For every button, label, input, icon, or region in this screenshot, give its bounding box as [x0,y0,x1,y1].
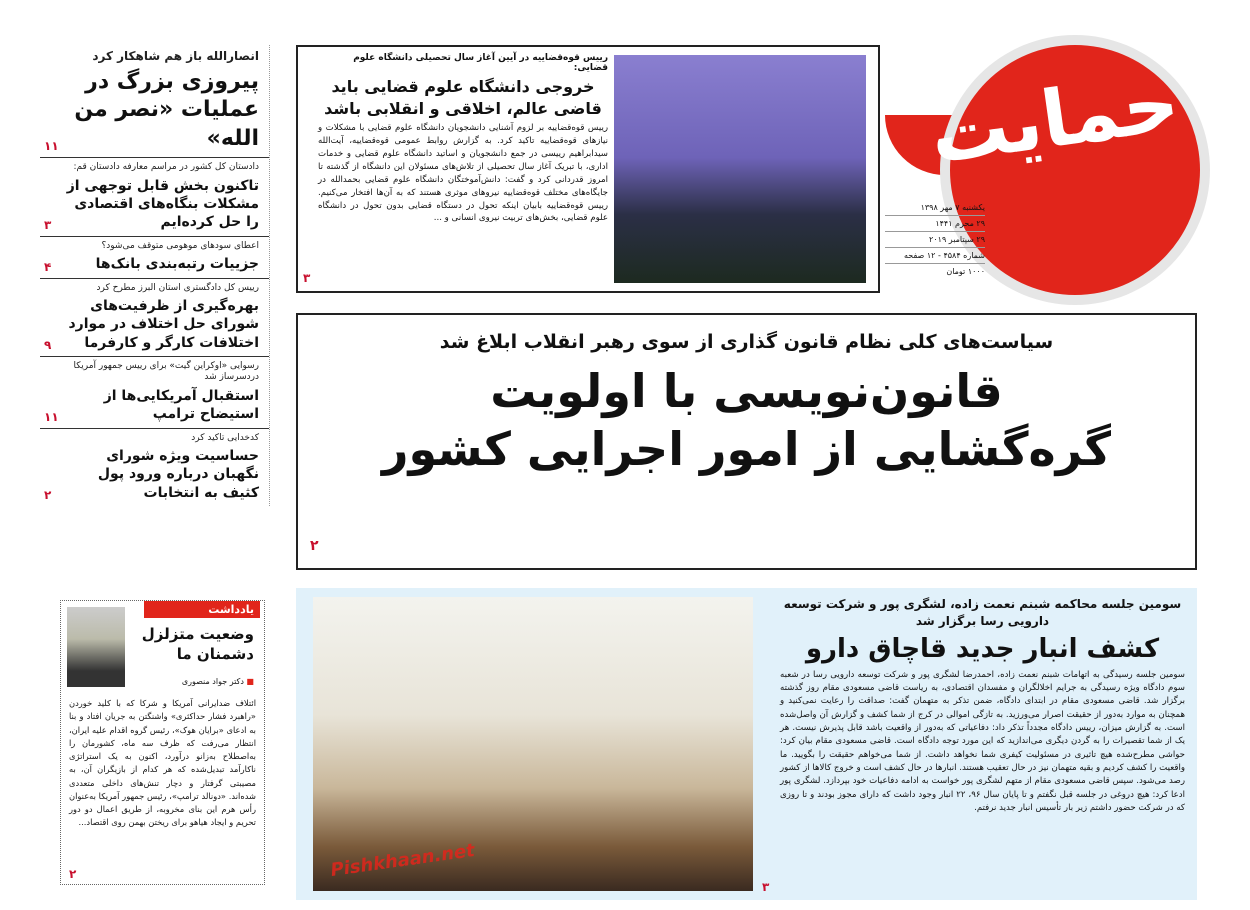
watermark: Pishkhaan.net [329,839,477,882]
bottom-body: سومین جلسه رسیدگی به اتهامات شبنم نعمت زاده، احمدرضا لشگری پور و شرکت توسعه دارویی رسا در شعبه سوم دادگاه ویژه رسیدگی به جرایم اخلالگران و مفسدان اقتصادی، به ریاست قاضی مسعودی مقام روز گذشته برگزار شد. قاضی مسعودی مقام در ابتدای دادگاه، ضمن تذکر به متهمان گفت: صداقت را رعایت نمی‌کنید و همچنان به موارد به‌دور از حقیقت اصرار می‌ورزید. به تازگی اموالی در کرج از شما کشف و گزارش آن واصل‌شده است. به گزارش میزان، رییس دادگاه مجدداً تذکر داد: دفاعیاتی که به‌دور از واقعیت باشد قابل پذیرش نیست. هر یک از شما تقصیرات را به گردن دیگری می‌اندازید که این مورد توجه دادگاه است. قاضی مسعودی مقام بیان کرد: حواشی مطرح‌شده هیچ تاثیری در مسئولیت کیفری شما نخواهد داشت. از شما می‌خواهم حقیقت را بگویید. ما واقعیت را کشف کردیم و بقیه متهمان نیز در حال تعقیب هستند. انبارها در حال کشف است و خروج کالاها از کشور رصد می‌شود. سپس قاضی مسعودی مقام از متهم لشگری پور خواست به ادامه دفاعیات خود بپردازد. لشگری پور ادعا کرد: هیچ دروغی در جلسه قبل نگفتم و تا پایان سال ۹۶، ۲۲ انبار وجود داشت که دارای مجوز بودند و تا روزی که در شرکت حضور داشتم زیر بار تأسیس انبار جدید نرفتم. [780,669,1185,813]
bullet-icon: ■ [243,677,254,686]
main-story[interactable] [296,313,1197,570]
page-ref: ۳ [762,880,770,894]
sidebar-item[interactable]: دادستان کل کشور در مراسم معارفه دادستان قم: تاکنون بخش قابل توجهی از مشکلات بنگاه‌های اقتصادی را حل کرده‌ایم ۳ [40,158,269,236]
top-story[interactable] [296,45,880,293]
page-ref: ۲ [310,538,319,554]
sidebar-item[interactable]: رسوایی «اوکراین گیت» برای رییس جمهور آمریکا دردسرساز شد استقبال آمریکایی‌ها از استیضاح ترامپ ۱۱ [40,357,269,429]
author-photo [67,607,125,687]
bottom-kicker: سومین جلسه محاکمه شبنم نعمت زاده، لشگری پور و شرکت توسعه دارویی رسا برگزار شد [783,597,1182,628]
sidebar-item[interactable]: رییس کل دادگستری استان البرز مطرح کرد بهره‌گیری از ظرفیت‌های شورای حل اختلاف در موارد اختلافات کارگر و کارفرما ۹ [40,279,269,357]
page-ref: ۳ [303,271,311,285]
sidebar-item[interactable]: انصارالله باز هم شاهکار کرد پیروزی بزرگ در عملیات «نصر من الله» ۱۱ [40,45,269,158]
sidebar [40,45,270,506]
logo-text: حمایت [925,58,1186,182]
bottom-headline: کشف انبار جدید قاچاق دارو [805,633,1160,664]
page-ref: ۲ [69,867,77,881]
sidebar-item[interactable]: کدخدایی تاکید کرد حساسیت ویژه شورای نگهبان درباره ورود پول کثیف به انتخابات ۲ [44,432,259,502]
note-label: یادداشت [144,601,260,618]
top-story-headline: خروجی دانشگاه علوم قضایی باید قاضی عالم، اخلاقی و انقلابی باشد [324,77,602,118]
note-headline: وضعیت متزلزل دشمنان ما [141,625,254,663]
main-headline-line1: قانون‌نویسی با اولویت [490,364,1003,418]
top-story-photo [614,55,866,283]
note-author: ■ دکتر جواد منصوری [181,677,254,686]
top-story-kicker: رییس قوه‌قضاییه در آیین آغاز سال تحصیلی دانشگاه علوم قضایی: [353,53,608,73]
editorial-note[interactable] [60,600,265,885]
main-kicker: سیاست‌های کلی نظام قانون گذاری از سوی رهبر انقلاب ابلاغ شد [439,331,1054,353]
top-story-body: رییس قوه‌قضاییه بر لزوم آشنایی دانشجویان دانشگاه علوم قضایی با مشکلات و نیازهای قوه‌قضاییه تاکید کرد. به گزارش روابط عمومی قوه‌قضاییه، آیت‌الله سیدابراهیم رییسی در جمع دانشجویان و اساتید دانشگاه علوم قضایی و خدمات اداری، با تبریک آغاز سال تحصیلی از تلاش‌های مسئولان این دانشگاه از گذشته تا امروز قدردانی کرد و گفت: دانش‌آموختگان دانشگاه علوم قضایی بحمدالله در جایگاه‌های مختلف قوه‌قضاییه نیروهای موثری هستند که به آن‌ها افتخار می‌کنیم. رییس قوه‌قضاییه بابیان اینکه تحول در دستگاه قضایی بدون تحول در دانشگاه علوم قضایی، بخش‌های تربیت نیروی انسانی و ... [318,123,608,224]
courtroom-photo [313,597,753,891]
note-body: ائتلاف ضدایرانی آمریکا و شرکا که با کلید خوردن «راهبرد فشار حداکثری» واشنگتن به جریان افتاد و بنا به ادعای «برایان هوک»، رئیس گروه اقدام علیه ایران، انتظار می‌رفت که ظرف سه ماه، کشورمان را به‌اصطلاح به‌زانو درآورد، اکنون به یک استراتژی ناکارآمد تبدیل‌شده که هر کدام از بازیگران آن، به مصیبتی گرفتار و دچار تنش‌های داخلی متعددی شده‌اند. «دونالد ترامپ»، رئیس جمهور آمریکا به‌عنوان رأس هرم این بنای مخروبه، از طریق اعمال دو دور تحریم و ایجاد هیاهو برای ریختن بهمن روی اقتصاد... [69,698,256,828]
sidebar-item[interactable]: اعطای سودهای موهومی متوقف می‌شود؟ جزییات رتبه‌بندی بانک‌ها ۴ [40,237,269,279]
masthead-dates: یکشنبه ۷ مهر ۱۳۹۸ ۲۹ محرم ۱۴۴۱ ۲۹ سپتامبر ۲۰۱۹ شماره ۴۵۸۴ - ۱۲ صفحه ۱۰۰۰ تومان [885,200,985,279]
main-headline-line2: گره‌گشایی از امور اجرایی کشور [381,421,1112,476]
